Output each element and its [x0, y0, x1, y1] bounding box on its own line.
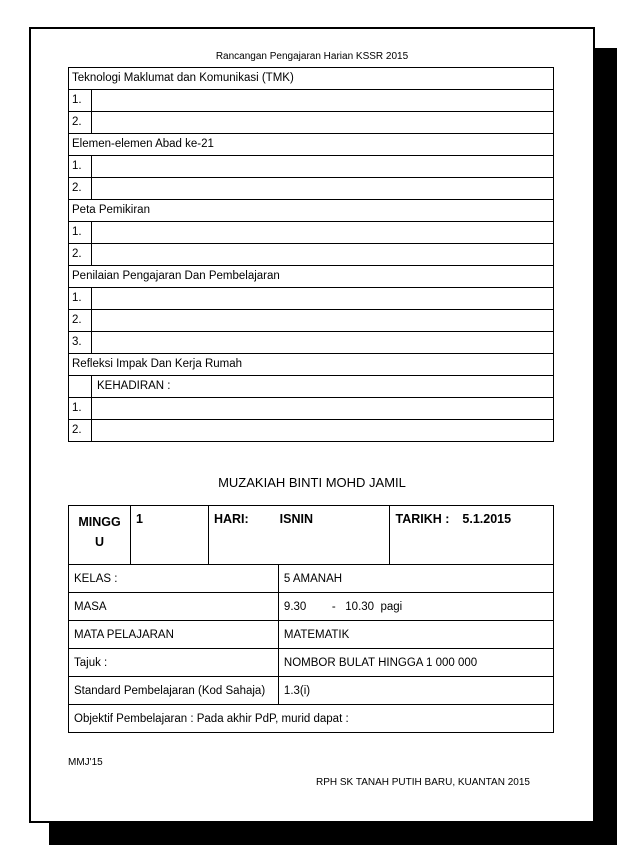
entry-cell[interactable]: [92, 90, 554, 112]
entry-cell[interactable]: [92, 310, 554, 332]
entry-cell[interactable]: [92, 178, 554, 200]
kehadiran-label[interactable]: KEHADIRAN :: [92, 376, 554, 398]
page-header: Rancangan Pengajaran Harian KSSR 2015: [215, 51, 409, 62]
row-number: 1.: [69, 222, 92, 244]
tajuk-value[interactable]: NOMBOR BULAT HINGGA 1 000 000: [278, 649, 553, 677]
minggu-label-line2: U: [94, 535, 104, 549]
footer-right: RPH SK TANAH PUTIH BARU, KUANTAN 2015: [316, 777, 530, 788]
row-number: 2.: [69, 244, 92, 266]
mata-pelajaran-value[interactable]: MATEMATIK: [278, 621, 553, 649]
entry-cell[interactable]: [92, 288, 554, 310]
entry-cell[interactable]: [92, 420, 554, 442]
row-number: 1.: [69, 156, 92, 178]
tarikh-value: 5.1.2015: [462, 512, 512, 526]
entry-cell[interactable]: [92, 112, 554, 134]
entry-cell[interactable]: [92, 222, 554, 244]
section-heading: Teknologi Maklumat dan Komunikasi (TMK): [69, 68, 554, 90]
row-number: 2.: [69, 310, 92, 332]
tarikh-label: TARIKH :: [395, 512, 450, 526]
minggu-label: [69, 506, 131, 565]
row-number: 3.: [69, 332, 92, 354]
tajuk-label: Tajuk :: [69, 649, 279, 677]
objektif-label[interactable]: Objektif Pembelajaran : Pada akhir PdP, murid dapat :: [69, 705, 554, 733]
minggu-label-line1: MINGG: [78, 515, 121, 529]
document-page: [29, 27, 595, 823]
standard-value[interactable]: 1.3(i): [278, 677, 553, 705]
entry-cell[interactable]: [92, 244, 554, 266]
row-number: 2.: [69, 178, 92, 200]
row-number: 1.: [69, 398, 92, 420]
mata-pelajaran-label: MATA PELAJARAN: [69, 621, 279, 649]
blank-cell: [69, 376, 92, 398]
entry-cell[interactable]: [92, 332, 554, 354]
kelas-label: KELAS :: [69, 565, 279, 593]
entry-cell[interactable]: [92, 156, 554, 178]
standard-label: Standard Pembelajaran (Kod Sahaja): [69, 677, 279, 705]
kelas-value[interactable]: 5 AMANAH: [278, 565, 553, 593]
masa-label: MASA: [69, 593, 279, 621]
section-heading: Refleksi Impak Dan Kerja Rumah: [69, 354, 554, 376]
row-number: 2.: [69, 420, 92, 442]
hari-cell: [208, 506, 390, 565]
section-heading: Peta Pemikiran: [69, 200, 554, 222]
section-heading: Penilaian Pengajaran Dan Pembelajaran: [69, 266, 554, 288]
row-number: 2.: [69, 112, 92, 134]
masa-value[interactable]: 9.30 - 10.30 pagi: [278, 593, 553, 621]
lesson-info-table: [68, 505, 554, 733]
hari-value: ISNIN: [279, 512, 313, 526]
section-heading: Elemen-elemen Abad ke-21: [69, 134, 554, 156]
minggu-value: 1: [130, 506, 208, 565]
row-number: 1.: [69, 90, 92, 112]
footer-left: MMJ'15: [68, 757, 103, 768]
teacher-name: MUZAKIAH BINTI MOHD JAMIL: [218, 475, 406, 490]
row-number: 1.: [69, 288, 92, 310]
reflection-table: [68, 67, 554, 442]
hari-label: HARI:: [213, 512, 249, 526]
tarikh-cell: [390, 506, 554, 565]
entry-cell[interactable]: [92, 398, 554, 420]
